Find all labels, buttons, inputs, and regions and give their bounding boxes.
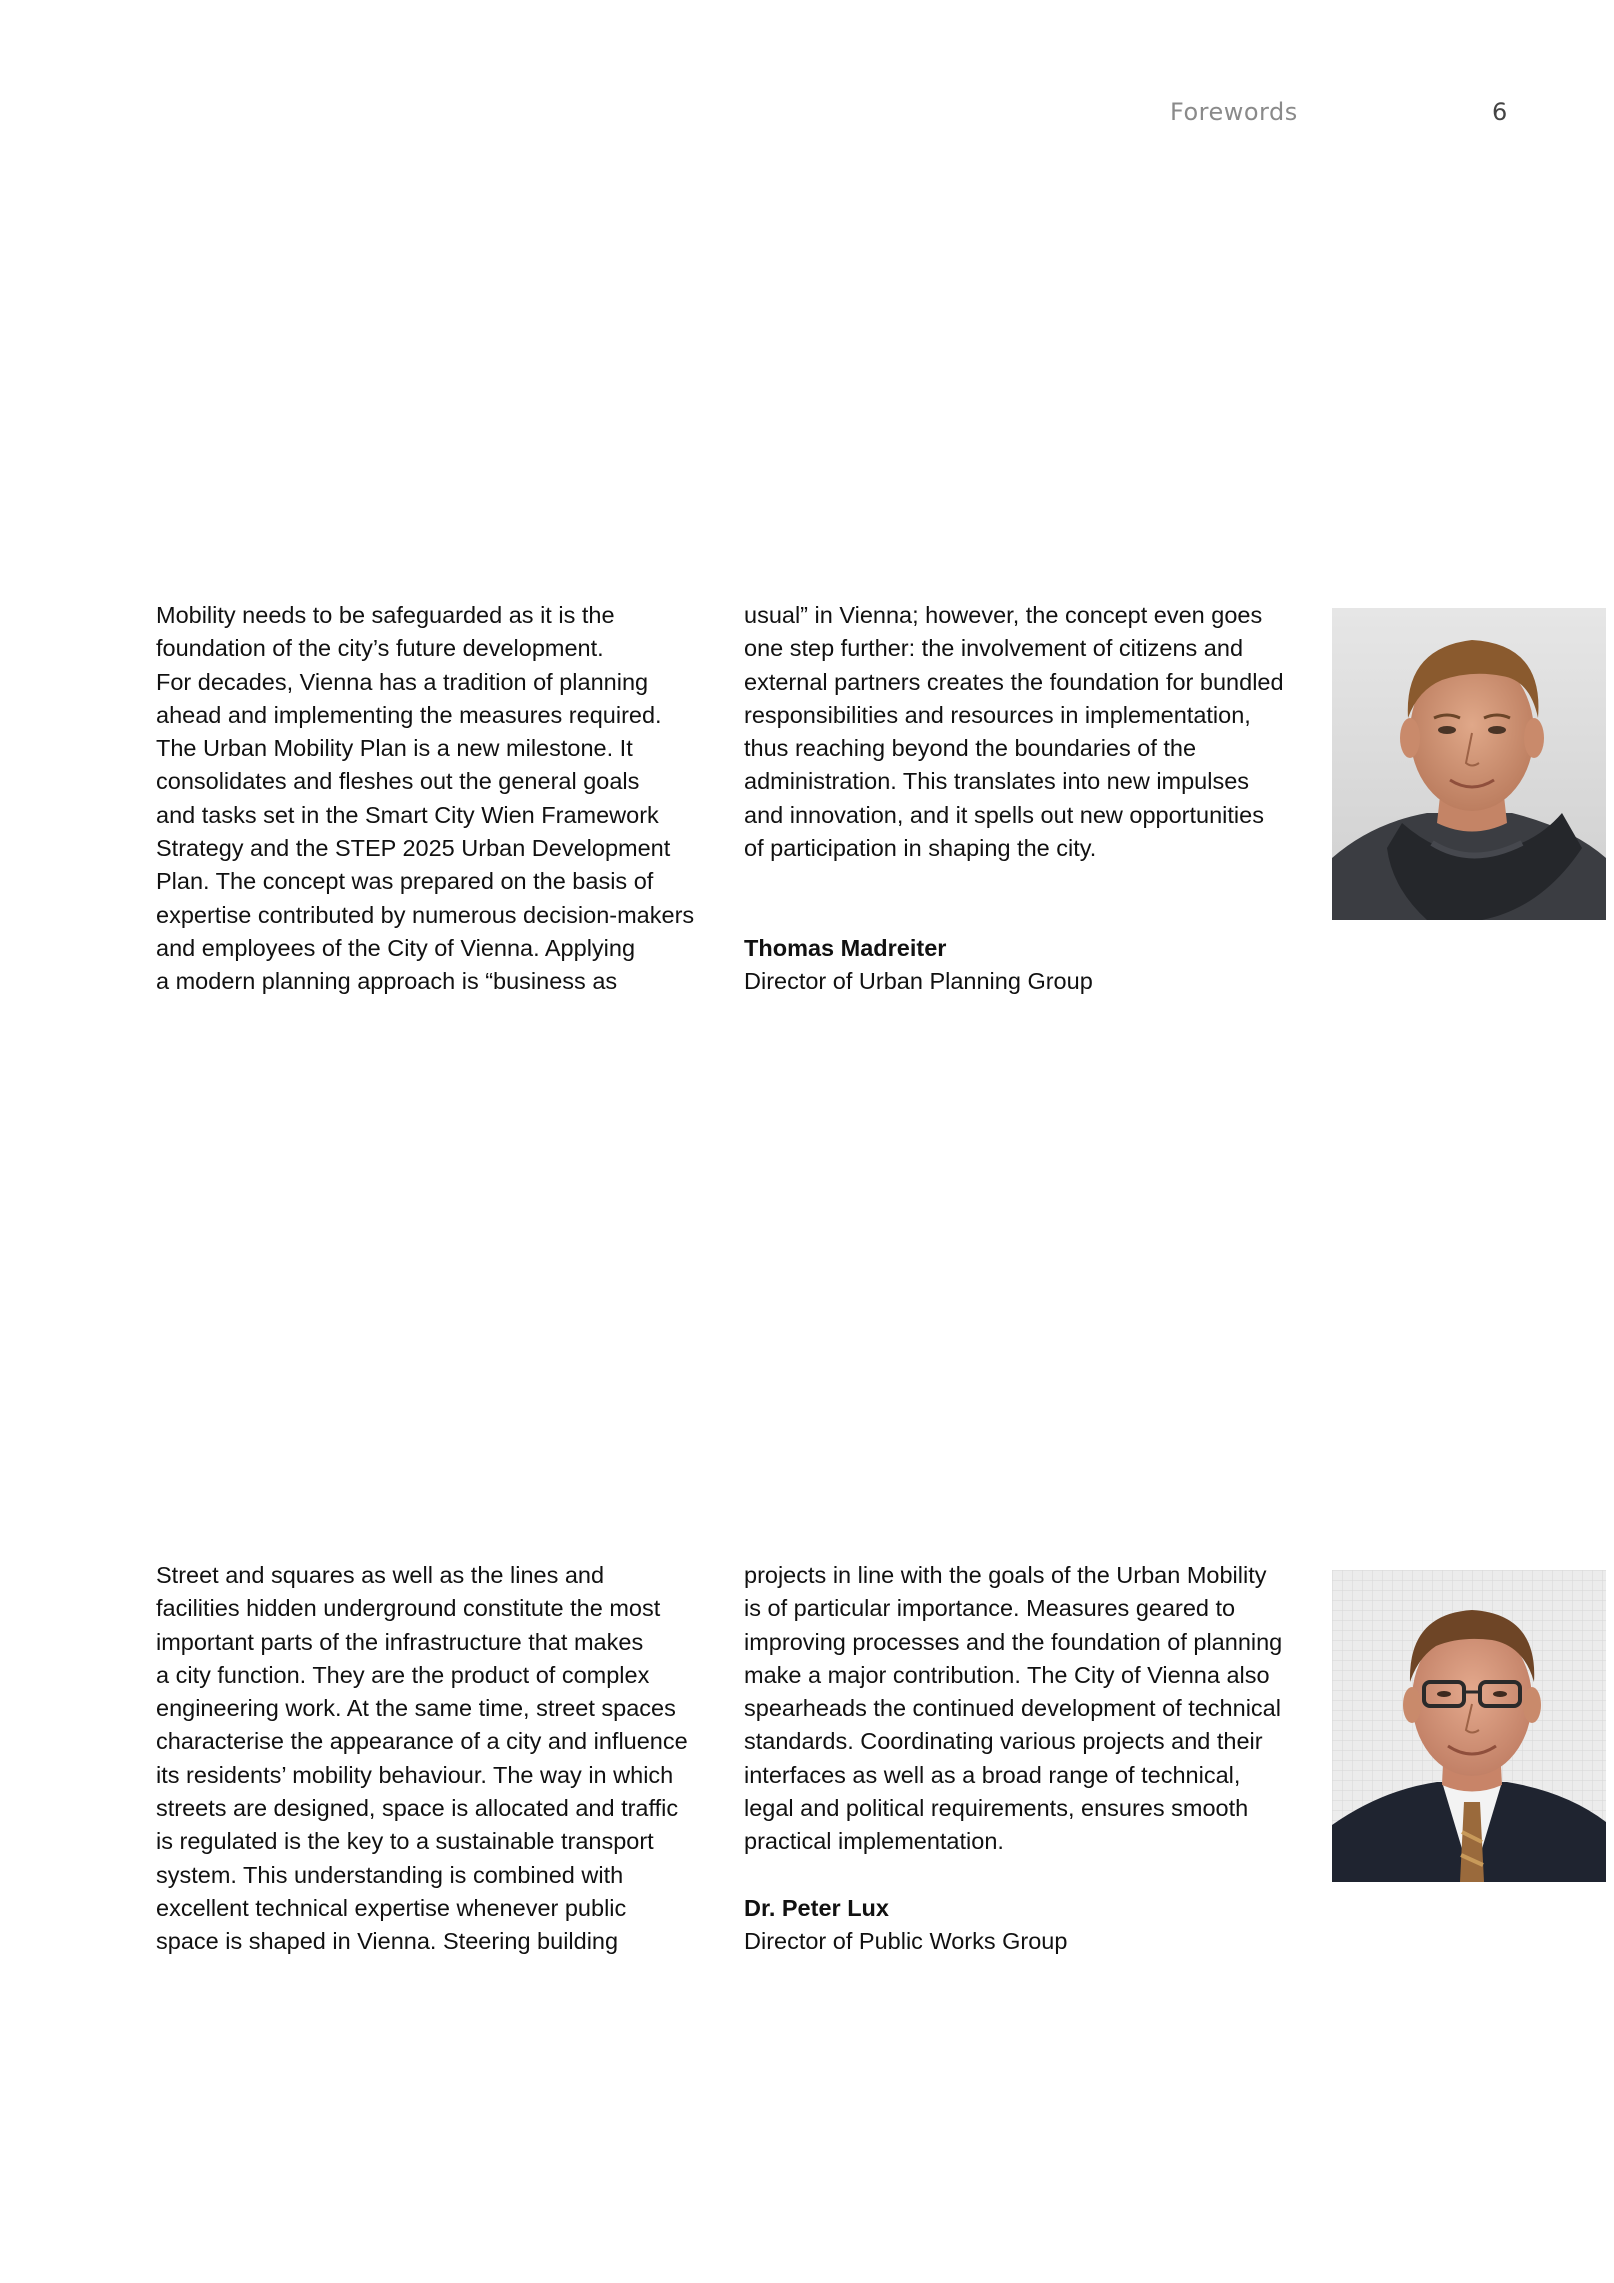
text-line: is regulated is the key to a sustainable transport bbox=[156, 1828, 654, 1855]
text-line: legal and political requirements, ensures smooth bbox=[744, 1795, 1249, 1822]
text-line: foundation of the city’s future development. bbox=[156, 635, 604, 662]
page-number: 6 bbox=[1492, 98, 1508, 126]
text-line: and employees of the City of Vienna. Applying bbox=[156, 934, 636, 961]
signature-name: Dr. Peter Lux bbox=[744, 1895, 889, 1921]
text-line: system. This understanding is combined with bbox=[156, 1861, 624, 1888]
text-line: improving processes and the foundation of planning bbox=[744, 1628, 1283, 1655]
text-line: streets are designed, space is allocated and traffic bbox=[156, 1795, 679, 1822]
text-line: usual” in Vienna; however, the concept even goes bbox=[744, 602, 1263, 628]
text-line: make a major contribution. The City of Vienna also bbox=[744, 1661, 1270, 1688]
text-line: excellent technical expertise whenever public bbox=[156, 1894, 627, 1921]
text-line: and tasks set in the Smart City Wien Framework bbox=[156, 801, 659, 828]
text-line: consolidates and fleshes out the general goals bbox=[156, 768, 640, 795]
text-line: a modern planning approach is “business as bbox=[156, 968, 618, 995]
text-line: one step further: the involvement of citizens and bbox=[744, 635, 1244, 662]
text-line: practical implementation. bbox=[744, 1828, 1004, 1855]
text-line: important parts of the infrastructure that makes bbox=[156, 1628, 644, 1655]
text-line: ahead and implementing the measures required. bbox=[156, 701, 662, 728]
text-line: standards. Coordinating various projects and their bbox=[744, 1728, 1263, 1755]
foreword1-left-column bbox=[156, 599, 716, 999]
text-line: characterise the appearance of a city and influence bbox=[156, 1728, 688, 1755]
text-line: interfaces as well as a broad range of technical, bbox=[744, 1761, 1241, 1788]
text-line: projects in line with the goals of the Urban Mobility bbox=[744, 1562, 1267, 1588]
signature-name: Thomas Madreiter bbox=[744, 935, 947, 961]
text-line: The Urban Mobility Plan is a new milestone. It bbox=[156, 735, 633, 762]
text-line: Plan. The concept was prepared on the basis of bbox=[156, 868, 654, 895]
signature-role: Director of Urban Planning Group bbox=[744, 968, 1093, 995]
text-line: Street and squares as well as the lines and bbox=[156, 1562, 605, 1588]
text-line: Strategy and the STEP 2025 Urban Development bbox=[156, 835, 671, 862]
signature-role: Director of Public Works Group bbox=[744, 1928, 1068, 1955]
foreword2-left-column bbox=[156, 1559, 716, 1959]
text-line: spearheads the continued development of technical bbox=[744, 1695, 1281, 1722]
foreword1-signature bbox=[744, 932, 1314, 999]
text-line: thus reaching beyond the boundaries of the bbox=[744, 735, 1197, 762]
text-line: space is shaped in Vienna. Steering building bbox=[156, 1928, 619, 1955]
text-line: is of particular importance. Measures geared to bbox=[744, 1595, 1236, 1622]
text-line: and innovation, and it spells out new opportunities bbox=[744, 801, 1264, 828]
text-line: expertise contributed by numerous decision-makers bbox=[156, 901, 695, 928]
text-line: For decades, Vienna has a tradition of planning bbox=[156, 668, 649, 695]
foreword2-right-column bbox=[744, 1559, 1314, 1859]
foreword2-signature bbox=[744, 1892, 1314, 1959]
text-line: its residents’ mobility behaviour. The way in which bbox=[156, 1761, 674, 1788]
text-line: engineering work. At the same time, street spaces bbox=[156, 1695, 676, 1722]
text-line: Mobility needs to be safeguarded as it is the bbox=[156, 602, 615, 628]
text-line: responsibilities and resources in implementation, bbox=[744, 701, 1251, 728]
running-header-section: Forewords bbox=[1170, 98, 1298, 126]
text-line: a city function. They are the product of complex bbox=[156, 1661, 650, 1688]
text-line: external partners creates the foundation for bundled bbox=[744, 668, 1284, 695]
portrait-photo-peter-lux bbox=[1332, 1570, 1606, 1882]
portrait-photo-thomas-madreiter bbox=[1332, 608, 1606, 920]
text-line: of participation in shaping the city. bbox=[744, 835, 1097, 862]
text-line: administration. This translates into new impulses bbox=[744, 768, 1250, 795]
foreword1-right-column bbox=[744, 599, 1314, 865]
text-line: facilities hidden underground constitute the most bbox=[156, 1595, 661, 1622]
